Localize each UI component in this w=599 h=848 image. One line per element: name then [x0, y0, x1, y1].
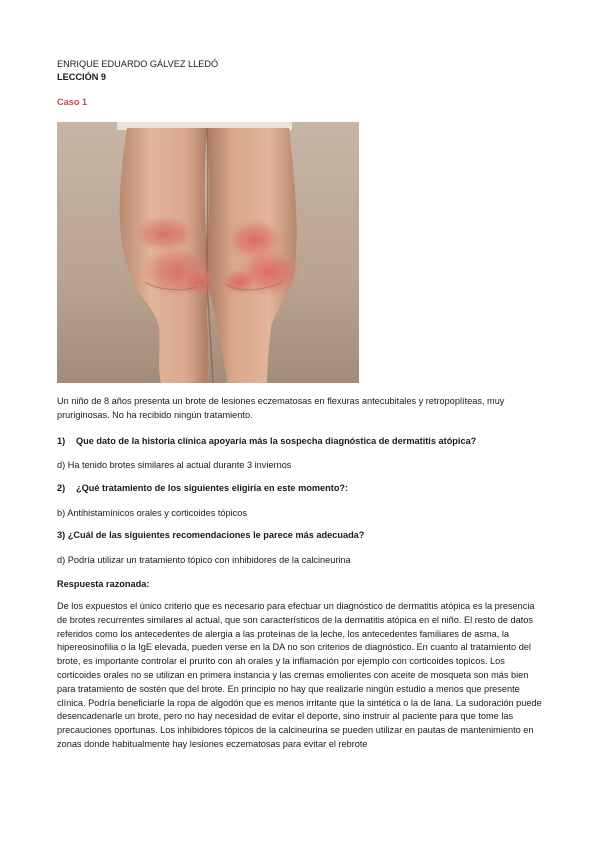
- question-1-text: Que dato de la historia clínica apoyaría más la sospecha diagnóstica de dermatitis atópica?: [76, 436, 477, 446]
- answer-3: d) Podría utilizar un tratamiento tópico con inhibidores de la calcineurina: [57, 555, 351, 565]
- author-name: ENRIQUE EDUARDO GÁLVEZ LLEDÓ: [57, 59, 219, 69]
- question-2-text: ¿Qué tratamiento de los siguientes eligiría en este momento?:: [76, 483, 349, 493]
- question-1-number: 1): [57, 436, 66, 446]
- question-3: [57, 530, 364, 540]
- question-3-text: ¿Cuál de las siguientes recomendaciones le parece más adecuada?: [67, 530, 365, 540]
- question-3-number: 3): [57, 530, 66, 540]
- reasoned-answer-text: De los expuestos el único criterio que es necesario para efectuar un diagnóstico de dermatitis atópica es la presencia de brotes recurrentes similares al actual, que son característicos de la dermatitis atópica en el niño. El resto de datos referidos como los antecedentes de alergia a las proteínas de la leche, los antecedentes familiares de asma, la hipereosinofilia o la IgE elevada, pueden verse en la DA no son criterios de diagnóstico. En cuanto al tratamiento del brote, es importante controlar el prurito con ah orales y la inflamación por ejemplo con corticoides topicos. Los corticoides orales no se utilizan en primera instancia y las cremas emolientes con aceite de mosqueta son más bien para tratamiento de sostén que del brote. En principio no hay que realizarle ningún estudio a menos que presente clínica. Podría beneficiarle la ropa de algodón que es menos irritante que la sintética o la de lana. La sudoración puede desencadenarle un brote, pero no hay necesidad de evitar el deporte, sino instruir al paciente para que tome las precauciones oportunas. Los inhibidores tópicos de la calcineurina se pueden utilizar en pautas de mantenimiento en zonas donde habitualmente hay lesiones eczematosas para evitar el rebrote: [57, 601, 542, 749]
- answer-1: d) Ha tenido brotes similares al actual durante 3 inviernos: [57, 460, 292, 470]
- case-description: Un niño de 8 años presenta un brote de lesiones eczematosas en flexuras antecubitales y retropoplíteas, muy pruriginosas. No ha recibido ningún tratamiento.: [57, 396, 505, 420]
- case-title: Caso 1: [57, 97, 88, 107]
- question-2: [57, 483, 348, 493]
- reasoned-answer-title: Respuesta razonada:: [57, 579, 150, 589]
- answer-2: b) Antihistamínicos orales y corticoides tópicos: [57, 508, 247, 518]
- question-1: [57, 436, 476, 446]
- question-2-number: 2): [57, 483, 66, 493]
- clinical-photo-knees: [57, 122, 359, 383]
- lesson-title: LECCIÓN 9: [57, 72, 107, 82]
